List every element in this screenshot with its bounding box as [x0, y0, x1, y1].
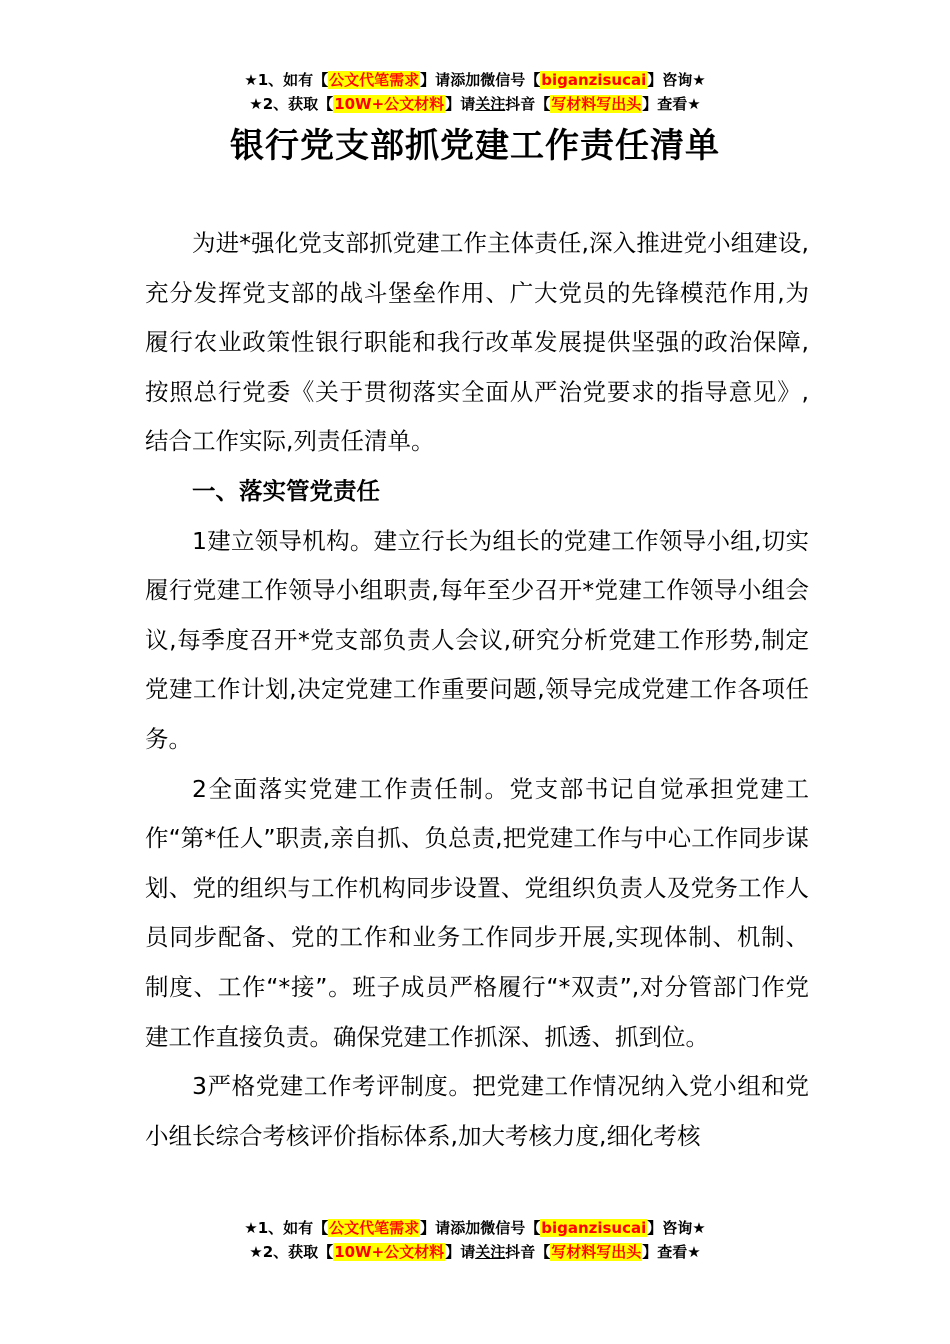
banner-highlight: 写材料写出头 — [551, 95, 642, 113]
paragraph-item-2: 2全面落实党建工作责任制。党支部书记自觉承担党建工作“第*任人”职责,亲自抓、负总责,把党建工作与中心工作同步谋划、党的组织与工作机构同步设置、党组织负责人及党务工作人员同步配备、党的工作和业务工作同步开展,实现体制、机制、制度、工作“*接”。班子成员严格履行“*双责”,对分管部门作党建工作直接负责。确保党建工作抓深、抓透、抓到位。 — [145, 774, 809, 1051]
top-banner — [0, 68, 950, 116]
banner-text: 微信号【 — [480, 71, 541, 89]
banner-highlight: biganzisucai — [541, 71, 647, 89]
bottom-banner — [0, 1216, 950, 1264]
banner-highlight: 10W+公文材料 — [334, 95, 445, 113]
paragraph-item-1: 1建立领导机构。建立行长为组长的党建工作领导小组,切实履行党建工作领导小组职责,每年至少召开*党建工作领导小组会议,每季度召开*党支部负责人会议,研究分析党建工作形势,制定党建工作计划,决定党建工作重要问题,领导完成党建工作各项任务。 — [145, 526, 809, 753]
banner-text: 】咨询★ — [647, 1219, 706, 1237]
banner-emphasis: 添加 — [450, 1219, 481, 1237]
paragraph-item-3: 3严格党建工作考评制度。把党建工作情况纳入党小组和党小组长综合考核评价指标体系,加大考核力度,细化考核 — [145, 1072, 809, 1150]
banner-text: 】查看★ — [642, 95, 701, 113]
banner-text: 】请 — [445, 95, 476, 113]
banner-text: 】咨询★ — [647, 71, 706, 89]
paragraph-intro: 为进*强化党支部抓党建工作主体责任,深入推进党小组建设,充分发挥党支部的战斗堡垒作用、广大党员的先锋模范作用,为履行农业政策性银行职能和我行改革发展提供坚强的政治保障,按照总行党委《关于贯彻落实全面从严治党要求的指导意见》,结合工作实际,列责任清单。 — [145, 229, 809, 456]
banner-text: 】请 — [420, 71, 451, 89]
document-title: 银行党支部抓党建工作责任清单 — [230, 126, 720, 166]
banner-highlight: biganzisucai — [541, 1219, 647, 1237]
banner-text: ★1、如有【 — [244, 71, 329, 89]
section-heading: 一、落实管党责任 — [192, 476, 380, 505]
banner-text: 抖音【 — [505, 95, 551, 113]
banner-text: ★2、获取【 — [249, 95, 334, 113]
banner-highlight: 写材料写出头 — [551, 1243, 642, 1261]
document-body — [145, 219, 809, 1161]
banner-text: 抖音【 — [505, 1243, 551, 1261]
banner-emphasis: 关注 — [475, 95, 506, 113]
banner-highlight: 公文代笔需求 — [329, 1219, 420, 1237]
banner-text: ★2、获取【 — [249, 1243, 334, 1261]
banner-highlight: 公文代笔需求 — [329, 71, 420, 89]
banner-highlight: 10W+公文材料 — [334, 1243, 445, 1261]
banner-text: 】查看★ — [642, 1243, 701, 1261]
banner-text: 】请 — [445, 1243, 476, 1261]
banner-line-2 — [0, 92, 950, 116]
banner-line-1 — [0, 68, 950, 92]
banner-line-2 — [0, 1240, 950, 1264]
banner-emphasis: 关注 — [475, 1243, 506, 1261]
banner-emphasis: 添加 — [450, 71, 481, 89]
banner-text: 微信号【 — [480, 1219, 541, 1237]
banner-text: 】请 — [420, 1219, 451, 1237]
banner-line-1 — [0, 1216, 950, 1240]
banner-text: ★1、如有【 — [244, 1219, 329, 1237]
